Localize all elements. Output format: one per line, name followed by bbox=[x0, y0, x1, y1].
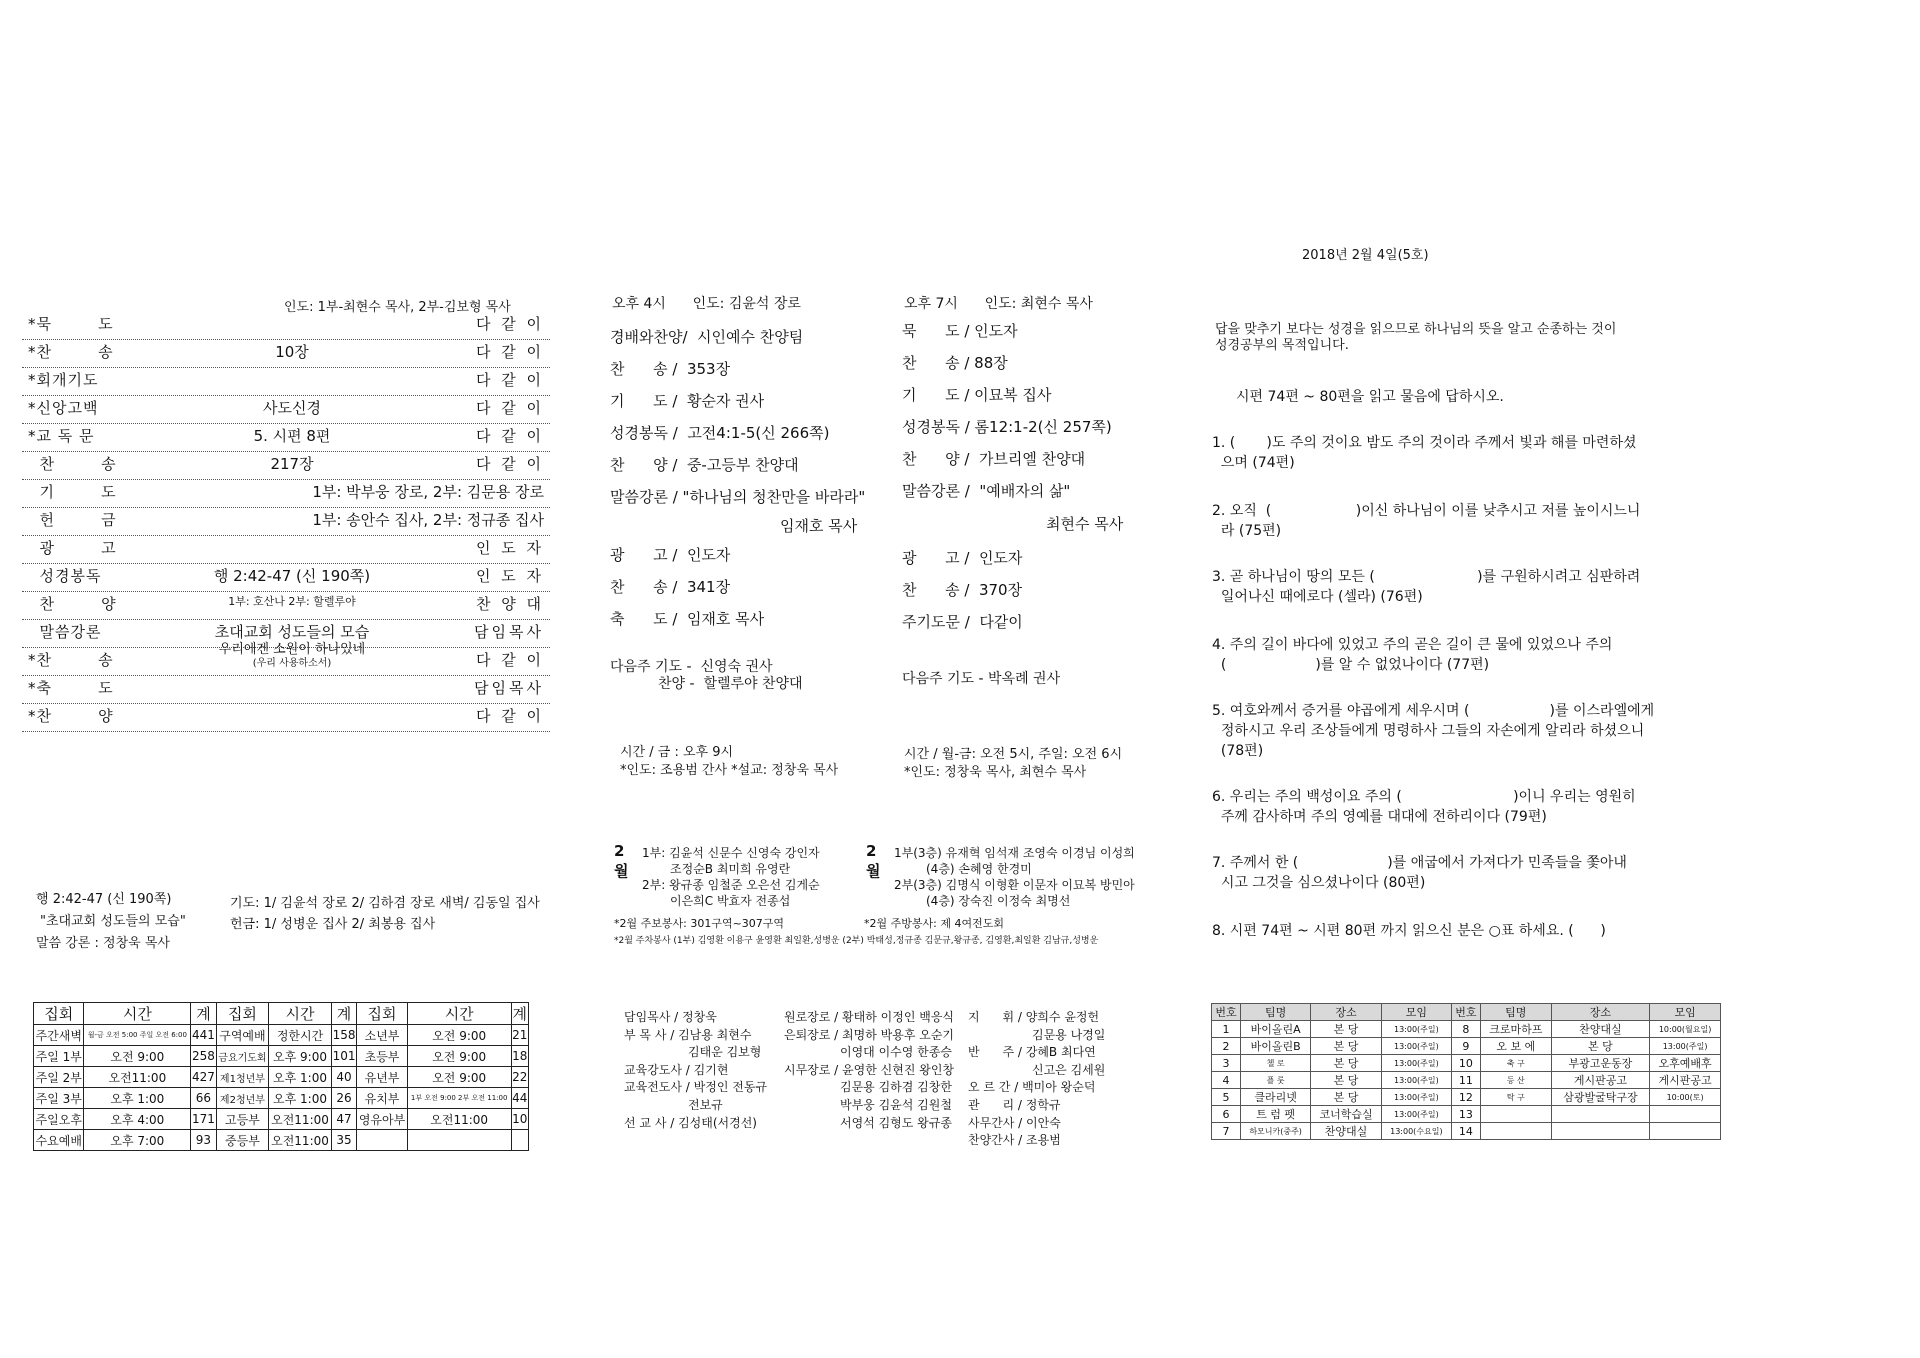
attendance-cell: 26 bbox=[331, 1088, 356, 1109]
afternoon-item: 광 고 / 인도자 bbox=[610, 546, 731, 564]
group-cell: 게시판공고 bbox=[1551, 1072, 1650, 1089]
worship-item-content: 1부: 송안수 집사, 2부: 정규종 집사 bbox=[312, 511, 544, 529]
attendance-cell: 구역예배 bbox=[216, 1025, 269, 1046]
afternoon-next-prayer: 다음주 기도 - 신영숙 권사 bbox=[610, 659, 773, 675]
worship-item-content: 5. 시편 8편 bbox=[253, 427, 331, 445]
group-cell bbox=[1551, 1106, 1650, 1123]
sermon-preacher: 말씀 강론 : 정창욱 목사 bbox=[36, 936, 170, 951]
attendance-cell: 오전11:00 bbox=[269, 1109, 332, 1130]
evening-header: 오후 7시 인도: 최현수 목사 bbox=[904, 296, 1093, 312]
attendance-cell bbox=[357, 1130, 407, 1151]
group-cell: 탁 구 bbox=[1480, 1089, 1551, 1106]
attendance-header: 집회 bbox=[216, 1003, 269, 1025]
attendance-cell: 소년부 bbox=[357, 1025, 407, 1046]
attendance-cell bbox=[511, 1130, 528, 1151]
group-cell: 본 당 bbox=[1311, 1021, 1382, 1038]
group-table bbox=[1211, 1003, 1721, 1140]
attendance-cell: 정한시간 bbox=[269, 1025, 332, 1046]
group-cell: 13:00(주일) bbox=[1381, 1089, 1451, 1106]
group-cell: 부광고운동장 bbox=[1551, 1055, 1650, 1072]
worship-item-leader: 인 도 자 bbox=[475, 539, 544, 557]
attendance-cell: 오전 9:00 bbox=[84, 1046, 191, 1067]
staff-line: 사무간사 / 이안숙 bbox=[968, 1115, 1061, 1130]
worship-item-label: *찬 양 bbox=[28, 707, 114, 725]
staff-line: 오 르 간 / 백미아 왕순덕 bbox=[968, 1080, 1096, 1095]
evening-item: 찬 송 / 88장 bbox=[902, 354, 1008, 372]
worship-item-leader: 다 같 이 bbox=[475, 315, 544, 333]
attendance-cell: 171 bbox=[191, 1109, 216, 1130]
worship-item-subtitle: (우리 사용하소서) bbox=[252, 658, 332, 669]
attendance-cell: 오후 9:00 bbox=[269, 1046, 332, 1067]
attendance-cell: 오후 1:00 bbox=[84, 1088, 191, 1109]
attendance-cell-small: 월-금 오전 5:00 주일 오전 6:00 bbox=[87, 1031, 187, 1039]
attendance-cell: 주일 3부 bbox=[34, 1088, 84, 1109]
quiz-question-line: 2. 오직 ( )이신 하나님이 이를 낮추시고 저를 높이시느니 bbox=[1212, 503, 1641, 519]
attendance-cell: 제1청년부 bbox=[216, 1067, 269, 1088]
group-cell: 13:00(수요일) bbox=[1381, 1123, 1451, 1140]
attendance-cell-small: 1부 오전 9:00 2부 오전 11:00 bbox=[410, 1094, 508, 1102]
group-cell bbox=[1480, 1123, 1551, 1140]
group-cell: 축 구 bbox=[1480, 1055, 1551, 1072]
worship-item-leader: 인 도 자 bbox=[475, 567, 544, 585]
worship-item-label: *찬 송 bbox=[28, 651, 114, 669]
group-row bbox=[1212, 1038, 1721, 1055]
evening-item: 성경봉독 / 롬12:1-2(신 257쪽) bbox=[902, 418, 1112, 436]
group-cell: 6 bbox=[1212, 1106, 1241, 1123]
group-cell: 9 bbox=[1451, 1038, 1480, 1055]
afternoon-item: 축 도 / 임재호 목사 bbox=[610, 610, 765, 628]
worship-item-label: 찬 양 bbox=[28, 595, 117, 613]
attendance-cell: 고등부 bbox=[216, 1109, 269, 1130]
evening-item: 찬 양 / 가브리엘 찬양대 bbox=[902, 450, 1086, 468]
quiz-question-line: 5. 여호와께서 증거를 야곱에게 세우시며 ( )를 이스라엘에게 bbox=[1212, 703, 1655, 719]
staff-line: 김문용 나경일 bbox=[1032, 1027, 1106, 1042]
staff-line: 교육전도사 / 박정인 전동규 bbox=[624, 1080, 767, 1095]
attendance-header: 집회 bbox=[34, 1003, 84, 1025]
evening-item: 기 도 / 이묘복 집사 bbox=[902, 386, 1052, 404]
attendance-table bbox=[33, 1002, 529, 1151]
attendance-cell: 초등부 bbox=[357, 1046, 407, 1067]
group-cell: 12 bbox=[1451, 1089, 1480, 1106]
quiz-question-line: 주께 감사하며 주의 영예를 대대에 전하리이다 (79편) bbox=[1212, 809, 1547, 825]
attendance-cell: 제2청년부 bbox=[216, 1088, 269, 1109]
afternoon-item: 찬 송 / 341장 bbox=[610, 578, 731, 596]
worship-item-content: 초대교회 성도들의 모습 bbox=[214, 623, 370, 641]
parking-service: *2월 주차봉사 (1부) 김영환 이용구 윤영환 최일환,성병운 (2부) 박태성,정규종 김문규,왕규종, 김영환,최일환 김남규,성병운 bbox=[614, 936, 1099, 946]
attendance-cell: 18 bbox=[511, 1046, 528, 1067]
evening-item: 주기도문 / 다같이 bbox=[902, 613, 1023, 631]
attendance-header: 계 bbox=[331, 1003, 356, 1025]
evening-item: 광 고 / 인도자 bbox=[902, 549, 1023, 567]
attendance-row bbox=[34, 1067, 529, 1088]
group-header: 장소 bbox=[1311, 1004, 1382, 1021]
quiz-question-line: 6. 우리는 주의 백성이요 주의 ( )이니 우리는 영원히 bbox=[1212, 789, 1636, 805]
group-header: 모임 bbox=[1381, 1004, 1451, 1021]
attendance-cell: 40 bbox=[331, 1067, 356, 1088]
staff-line: 원로장로 / 황태하 이정인 백응식 bbox=[784, 1010, 954, 1024]
attendance-cell: 오전11:00 bbox=[269, 1130, 332, 1151]
group-cell: 클라리넷 bbox=[1241, 1089, 1311, 1106]
attendance-cell: 오후 1:00 bbox=[269, 1067, 332, 1088]
staff-line: 지 휘 / 양희수 윤정헌 bbox=[968, 1010, 1100, 1024]
afternoon-item: 성경봉독 / 고전4:1-5(신 266쪽) bbox=[610, 424, 830, 442]
group-cell: 본 당 bbox=[1311, 1089, 1382, 1106]
quiz-question-line: 4. 주의 길이 바다에 있었고 주의 곧은 길이 큰 물에 있었으나 주의 bbox=[1212, 637, 1613, 653]
worship-item-label: 기 도 bbox=[28, 483, 117, 501]
worship-item-label: *신앙고백 bbox=[28, 399, 99, 417]
attendance-cell: 21 bbox=[511, 1025, 528, 1046]
attendance-header: 시간 bbox=[269, 1003, 332, 1025]
attendance-cell: 오후 1:00 bbox=[269, 1088, 332, 1109]
feb-left-mark: 2월 bbox=[614, 842, 629, 880]
afternoon-item: 찬 송 / 353장 bbox=[610, 360, 731, 378]
attendance-header: 집회 bbox=[357, 1003, 407, 1025]
attendance-cell bbox=[407, 1088, 511, 1109]
group-cell: 트 럼 펫 bbox=[1241, 1106, 1311, 1123]
dawn-prayer bbox=[904, 746, 1122, 782]
friday-time: 시간 / 금 : 오후 9시 bbox=[620, 745, 734, 760]
afternoon-item: 찬 양 / 중-고등부 찬양대 bbox=[610, 456, 799, 474]
worship-item-leader: 다 같 이 bbox=[475, 707, 544, 725]
bulletin-service: *2월 주보봉사: 301구역~307구역 bbox=[614, 917, 785, 930]
quiz-question-line: 일어나신 때에로다 (셀라) (76편) bbox=[1212, 589, 1423, 605]
group-cell: 14 bbox=[1451, 1123, 1480, 1140]
group-row bbox=[1212, 1106, 1721, 1123]
kitchen-service: *2월 주방봉사: 제 4여전도회 bbox=[864, 917, 1004, 930]
group-cell: 1 bbox=[1212, 1021, 1241, 1038]
feb-right-line: 2부(3층) 김명식 이형환 이문자 이묘복 방민아 bbox=[894, 878, 1135, 892]
group-cell: 13:00(주일) bbox=[1650, 1038, 1721, 1055]
friday-prayer bbox=[620, 744, 838, 780]
worship-item-leader: 다 같 이 bbox=[475, 427, 544, 445]
attendance-cell: 오전 9:00 bbox=[407, 1046, 511, 1067]
prayer-offering bbox=[230, 893, 540, 935]
attendance-cell bbox=[84, 1025, 191, 1046]
quiz-question-line: 정하시고 우리 조상들에게 명령하사 그들의 자손에게 알리라 하셨으니 bbox=[1212, 723, 1645, 739]
feb-left-line: 이은희C 박효자 전종섭 bbox=[670, 894, 791, 908]
staff-line: 교육강도사 / 김기현 bbox=[624, 1062, 729, 1077]
quiz-question-line: 3. 곧 하나님이 땅의 모든 ( )를 구원하시려고 심판하려 bbox=[1212, 569, 1641, 585]
quiz-question-line: 라 (75편) bbox=[1212, 523, 1282, 539]
attendance-cell: 주일오후 bbox=[34, 1109, 84, 1130]
worship-item-leader: 찬 양 대 bbox=[475, 595, 544, 613]
sermon-passage: 행 2:42-47 (신 190쪽) bbox=[36, 892, 172, 907]
attendance-cell: 10 bbox=[511, 1109, 528, 1130]
afternoon-next-praise: 찬양 - 할렐루야 찬양대 bbox=[658, 676, 803, 692]
group-header: 모임 bbox=[1650, 1004, 1721, 1021]
worship-item-content: 1부: 박부웅 장로, 2부: 김문용 장로 bbox=[312, 483, 544, 501]
attendance-cell: 35 bbox=[331, 1130, 356, 1151]
staff-line: 찬양간사 / 조용범 bbox=[968, 1133, 1061, 1148]
attendance-cell: 427 bbox=[191, 1067, 216, 1088]
attendance-cell: 66 bbox=[191, 1088, 216, 1109]
group-cell: 13:00(주일) bbox=[1381, 1038, 1451, 1055]
worship-item-leader: 다 같 이 bbox=[475, 455, 544, 473]
group-cell: 8 bbox=[1451, 1021, 1480, 1038]
attendance-cell: 오후 4:00 bbox=[84, 1109, 191, 1130]
attendance-cell: 158 bbox=[331, 1025, 356, 1046]
attendance-cell: 오전11:00 bbox=[84, 1067, 191, 1088]
morning-leader: 인도: 1부-최현수 목사, 2부-김보형 목사 bbox=[284, 300, 511, 315]
worship-item-leader: 다 같 이 bbox=[475, 651, 544, 669]
attendance-cell: 영유아부 bbox=[357, 1109, 407, 1130]
feb-right-mark: 2월 bbox=[866, 842, 881, 880]
bulletin-date: 2018년 2월 4일(5호) bbox=[1302, 248, 1429, 263]
group-header: 팀명 bbox=[1241, 1004, 1311, 1021]
group-cell: 크로마하프 bbox=[1480, 1021, 1551, 1038]
group-cell: 플 룻 bbox=[1241, 1072, 1311, 1089]
worship-item-content: 10장 bbox=[275, 343, 309, 361]
attendance-cell: 오전11:00 bbox=[407, 1109, 511, 1130]
group-cell: 코너학습실 bbox=[1311, 1106, 1382, 1123]
group-cell: 13:00(주일) bbox=[1381, 1072, 1451, 1089]
feb-left-line: 1부: 김윤석 신문수 신영숙 강인자 bbox=[642, 846, 820, 860]
worship-item-content: 1부: 호산나 2부: 할렐루야 bbox=[228, 595, 356, 608]
quiz-task: 시편 74편 ~ 80편을 읽고 물음에 답하시오. bbox=[1236, 389, 1504, 405]
group-header: 팀명 bbox=[1480, 1004, 1551, 1021]
group-cell: 본 당 bbox=[1551, 1038, 1650, 1055]
group-cell: 10:00(토) bbox=[1650, 1089, 1721, 1106]
friday-leader: *인도: 조용범 간사 *설교: 정창욱 목사 bbox=[620, 763, 839, 778]
staff-line: 전보규 bbox=[688, 1098, 723, 1112]
attendance-cell: 오전 9:00 bbox=[407, 1025, 511, 1046]
evening-next-prayer: 다음주 기도 - 박옥례 권사 bbox=[902, 671, 1061, 687]
group-cell: 13 bbox=[1451, 1106, 1480, 1123]
worship-item-leader: 담임목사 bbox=[474, 679, 544, 697]
quiz-question-line: (78편) bbox=[1212, 743, 1264, 759]
attendance-cell: 44 bbox=[511, 1088, 528, 1109]
worship-item-leader: 다 같 이 bbox=[475, 343, 544, 361]
attendance-cell: 유년부 bbox=[357, 1067, 407, 1088]
worship-item-leader: 담임목사 bbox=[474, 623, 544, 641]
attendance-cell: 주일 2부 bbox=[34, 1067, 84, 1088]
evening-item: 최현수 목사 bbox=[1046, 515, 1124, 533]
group-cell: 10:00(월요일) bbox=[1650, 1021, 1721, 1038]
attendance-cell: 주간새벽 bbox=[34, 1025, 84, 1046]
feb-left-line: 조정순B 최미희 유영란 bbox=[670, 862, 791, 876]
group-cell: 5 bbox=[1212, 1089, 1241, 1106]
quiz-intro-line: 답을 맞추기 보다는 성경을 읽으므로 하나님의 뜻을 알고 순종하는 것이 bbox=[1215, 322, 1617, 337]
group-cell: 찬양대실 bbox=[1551, 1021, 1650, 1038]
staff-line: 시무장로 / 윤영한 신현진 왕인창 bbox=[784, 1062, 954, 1077]
staff-line: 은퇴장로 / 최명하 박용후 오순기 bbox=[784, 1027, 954, 1042]
sermon-title: "초대교회 성도들의 모습" bbox=[40, 914, 186, 929]
worship-item-content: 217장 bbox=[270, 455, 314, 473]
worship-item-label: *묵 도 bbox=[28, 315, 114, 333]
group-cell: 13:00(주일) bbox=[1381, 1055, 1451, 1072]
group-row bbox=[1212, 1089, 1721, 1106]
group-cell: 11 bbox=[1451, 1072, 1480, 1089]
dawn-time: 시간 / 월-금: 오전 5시, 주일: 오전 6시 bbox=[904, 747, 1123, 762]
attendance-cell: 금요기도회 bbox=[216, 1046, 269, 1067]
group-cell: 오 보 에 bbox=[1480, 1038, 1551, 1055]
evening-item: 묵 도 / 인도자 bbox=[902, 322, 1018, 340]
attendance-cell: 101 bbox=[331, 1046, 356, 1067]
group-cell bbox=[1650, 1123, 1721, 1140]
attendance-cell: 93 bbox=[191, 1130, 216, 1151]
attendance-row bbox=[34, 1088, 529, 1109]
dawn-leader: *인도: 정창욱 목사, 최현수 목사 bbox=[904, 765, 1087, 780]
feb-right-line: 1부(3층) 유재혁 임석재 조영숙 이경님 이성희 bbox=[894, 846, 1135, 860]
feb-left-line: 2부: 왕규종 임철준 오은선 김게순 bbox=[642, 878, 820, 892]
worship-item-label: *교 독 문 bbox=[28, 427, 95, 445]
quiz-intro bbox=[1215, 322, 1616, 354]
group-cell bbox=[1551, 1123, 1650, 1140]
worship-item-label: 성경봉독 bbox=[28, 567, 102, 585]
worship-item-label: 찬 송 bbox=[28, 455, 117, 473]
staff-line: 박부웅 김윤석 김원철 bbox=[840, 1098, 952, 1112]
afternoon-item: 경배와찬양/ 시인예수 찬양팀 bbox=[610, 328, 804, 346]
quiz-question-line: 7. 주께서 한 ( )를 애굽에서 가져다가 민족들을 쫓아내 bbox=[1212, 855, 1627, 871]
group-row bbox=[1212, 1055, 1721, 1072]
group-cell: 2 bbox=[1212, 1038, 1241, 1055]
worship-item-label: 광 고 bbox=[28, 539, 117, 557]
quiz-question-line: ( )를 알 수 없었나이다 (77편) bbox=[1212, 657, 1490, 673]
group-cell bbox=[1480, 1106, 1551, 1123]
staff-line: 관 리 / 정학규 bbox=[968, 1098, 1061, 1112]
group-header: 장소 bbox=[1551, 1004, 1650, 1021]
prayer-line: 기도: 1/ 김윤석 장로 2/ 김하겸 장로 새벽/ 김동일 집사 bbox=[230, 896, 540, 911]
attendance-header: 계 bbox=[191, 1003, 216, 1025]
worship-item-content: 사도신경 bbox=[263, 399, 321, 417]
staff-line: 선 교 사 / 김성태(서경선) bbox=[624, 1115, 757, 1130]
worship-row bbox=[22, 697, 550, 732]
quiz-question-line: 8. 시편 74편 ~ 시편 80편 까지 읽으신 분은 ○표 하세요. ( ) bbox=[1212, 923, 1606, 939]
group-cell: 삼광발굴탁구장 bbox=[1551, 1089, 1650, 1106]
group-cell: 본 당 bbox=[1311, 1055, 1382, 1072]
worship-item-content: 행 2:42-47 (신 190쪽) bbox=[213, 567, 371, 585]
group-cell bbox=[1650, 1106, 1721, 1123]
group-cell: 10 bbox=[1451, 1055, 1480, 1072]
evening-item: 말씀강론 / "예배자의 삶" bbox=[902, 482, 1071, 500]
group-cell: 첼 로 bbox=[1241, 1055, 1311, 1072]
afternoon-item: 말씀강론 / "하나님의 청찬만을 바라라" bbox=[610, 488, 866, 506]
group-cell: 본 당 bbox=[1311, 1038, 1382, 1055]
group-cell: 바이올린B bbox=[1241, 1038, 1311, 1055]
worship-item-label: *찬 송 bbox=[28, 343, 114, 361]
afternoon-item: 기 도 / 황순자 권사 bbox=[610, 392, 765, 410]
group-header: 번호 bbox=[1451, 1004, 1480, 1021]
attendance-row bbox=[34, 1046, 529, 1067]
worship-item-label: 말씀강론 bbox=[28, 623, 102, 641]
attendance-cell: 유치부 bbox=[357, 1088, 407, 1109]
worship-item-content bbox=[172, 643, 412, 671]
quiz-intro-line: 성경공부의 목적입니다. bbox=[1215, 338, 1349, 353]
afternoon-item: 임재호 목사 bbox=[780, 517, 858, 535]
attendance-header: 시간 bbox=[84, 1003, 191, 1025]
attendance-cell: 오전 9:00 bbox=[407, 1067, 511, 1088]
worship-item-label: 헌 금 bbox=[28, 511, 117, 529]
attendance-cell: 중등부 bbox=[216, 1130, 269, 1151]
group-cell: 4 bbox=[1212, 1072, 1241, 1089]
offering-line: 헌금: 1/ 성병운 집사 2/ 최봉용 집사 bbox=[230, 917, 436, 932]
worship-item-leader: 다 같 이 bbox=[475, 399, 544, 417]
group-row bbox=[1212, 1123, 1721, 1140]
staff-line: 부 목 사 / 김남용 최현수 bbox=[624, 1027, 752, 1042]
group-cell: 찬양대실 bbox=[1311, 1123, 1382, 1140]
staff-line: 신고은 김세원 bbox=[1032, 1062, 1106, 1077]
staff-line: 담임목사 / 정창욱 bbox=[624, 1010, 717, 1024]
group-cell: 하모니카(중주) bbox=[1241, 1123, 1311, 1140]
evening-item: 찬 송 / 370장 bbox=[902, 581, 1023, 599]
group-cell: 오후예배후 bbox=[1650, 1055, 1721, 1072]
group-row bbox=[1212, 1021, 1721, 1038]
attendance-cell bbox=[407, 1130, 511, 1151]
feb-right-line: (4층) 손혜영 한경미 bbox=[926, 862, 1032, 876]
group-cell: 3 bbox=[1212, 1055, 1241, 1072]
group-row bbox=[1212, 1072, 1721, 1089]
group-cell: 13:00(주일) bbox=[1381, 1106, 1451, 1123]
staff-line: 서영석 김형도 왕규종 bbox=[840, 1115, 952, 1130]
attendance-cell: 47 bbox=[331, 1109, 356, 1130]
group-cell: 게시판공고 bbox=[1650, 1072, 1721, 1089]
afternoon-header: 오후 4시 인도: 김윤석 장로 bbox=[612, 296, 801, 312]
worship-item-label: *축 도 bbox=[28, 679, 114, 697]
group-cell: 7 bbox=[1212, 1123, 1241, 1140]
worship-item-title: 우리에겐 소원이 하나있네 bbox=[218, 642, 366, 657]
attendance-row bbox=[34, 1025, 529, 1046]
attendance-cell: 441 bbox=[191, 1025, 216, 1046]
attendance-cell: 주일 1부 bbox=[34, 1046, 84, 1067]
attendance-header: 시간 bbox=[407, 1003, 511, 1025]
attendance-header: 계 bbox=[511, 1003, 528, 1025]
attendance-cell: 오후 7:00 bbox=[84, 1130, 191, 1151]
quiz-question-line: 으며 (74편) bbox=[1212, 455, 1295, 471]
group-cell: 등 산 bbox=[1480, 1072, 1551, 1089]
staff-line: 김문용 김하겸 김창한 bbox=[840, 1080, 952, 1095]
sermon-info bbox=[36, 889, 186, 955]
staff-line: 이영대 이수영 한종승 bbox=[840, 1045, 952, 1060]
group-cell: 바이올린A bbox=[1241, 1021, 1311, 1038]
group-cell: 13:00(주일) bbox=[1381, 1021, 1451, 1038]
attendance-cell: 수요예배 bbox=[34, 1130, 84, 1151]
worship-item-label: *회개기도 bbox=[28, 371, 99, 389]
staff-line: 김태운 김보형 bbox=[688, 1045, 762, 1060]
group-header: 번호 bbox=[1212, 1004, 1241, 1021]
attendance-cell: 22 bbox=[511, 1067, 528, 1088]
staff-line: 반 주 / 강혜B 최다연 bbox=[968, 1045, 1096, 1060]
quiz-question-line: 1. ( )도 주의 것이요 밤도 주의 것이라 주께서 빛과 해를 마련하셨 bbox=[1212, 435, 1637, 451]
feb-right-line: (4층) 장숙진 이정숙 최명선 bbox=[926, 894, 1071, 908]
attendance-row bbox=[34, 1109, 529, 1130]
group-cell: 본 당 bbox=[1311, 1072, 1382, 1089]
worship-item-leader: 다 같 이 bbox=[475, 371, 544, 389]
attendance-row bbox=[34, 1130, 529, 1151]
attendance-cell: 258 bbox=[191, 1046, 216, 1067]
quiz-question-line: 시고 그것을 심으셨나이다 (80편) bbox=[1212, 875, 1426, 891]
